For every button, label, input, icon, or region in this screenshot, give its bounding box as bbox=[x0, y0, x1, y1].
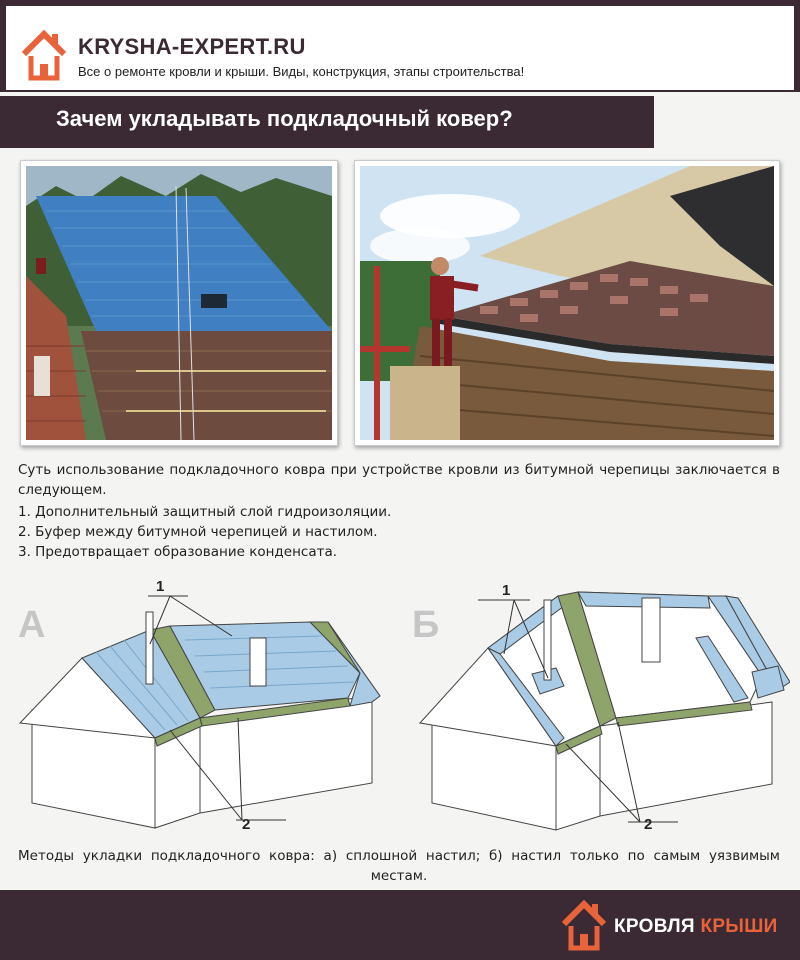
site-tagline: Все о ремонте кровли и крыши. Виды, конструкция, этапы строительства! bbox=[78, 64, 525, 79]
title-band bbox=[0, 96, 654, 148]
diagram-b-partial-underlay bbox=[408, 578, 790, 840]
footer-brand-word-1: КРОВЛЯ bbox=[614, 916, 695, 937]
header-panel bbox=[6, 6, 794, 90]
callout-label-1: 1 bbox=[502, 582, 511, 599]
footer-brand-word-2: КРЫШИ bbox=[700, 916, 778, 937]
site-name[interactable]: KRYSHA-EXPERT.RU bbox=[78, 34, 306, 59]
photo-blue-underlay-roof bbox=[20, 160, 338, 446]
benefit-list bbox=[18, 502, 780, 562]
page-title: Зачем укладывать подкладочный ковер? bbox=[56, 106, 513, 131]
diagram-b-letter: Б bbox=[412, 604, 440, 646]
diagram-caption: Методы укладки подкладочного ковра: а) сплошной настил; б) настил только по самым уязвимым местам. bbox=[18, 848, 780, 884]
roof-underlay-photo-illustration bbox=[26, 166, 332, 440]
house-roof-icon[interactable] bbox=[560, 898, 608, 954]
photo-worker-laying-shingles bbox=[354, 160, 780, 446]
intro-paragraph: Суть использование подкладочного ковра при устройстве кровли из битумной черепицы заключается в следующем. bbox=[18, 462, 780, 498]
diagram-a-full-underlay bbox=[10, 578, 390, 840]
shingle-laying-photo-illustration bbox=[360, 166, 774, 440]
site-footer bbox=[0, 890, 800, 960]
callout-label-2: 2 bbox=[242, 816, 251, 833]
diagram-a-letter: А bbox=[18, 604, 46, 646]
list-item: 2. Буфер между битумной черепицей и настилом. bbox=[18, 524, 378, 540]
list-item: 3. Предотвращает образование конденсата. bbox=[18, 544, 338, 560]
house-roof-diagram-a bbox=[10, 578, 390, 840]
house-roof-icon[interactable] bbox=[20, 28, 68, 84]
callout-label-2: 2 bbox=[644, 816, 653, 833]
list-item: 1. Дополнительный защитный слой гидроизоляции. bbox=[18, 504, 392, 520]
site-header bbox=[0, 0, 800, 92]
callout-label-1: 1 bbox=[156, 578, 165, 595]
footer-brand[interactable] bbox=[614, 916, 778, 938]
house-roof-diagram-b bbox=[408, 578, 790, 840]
